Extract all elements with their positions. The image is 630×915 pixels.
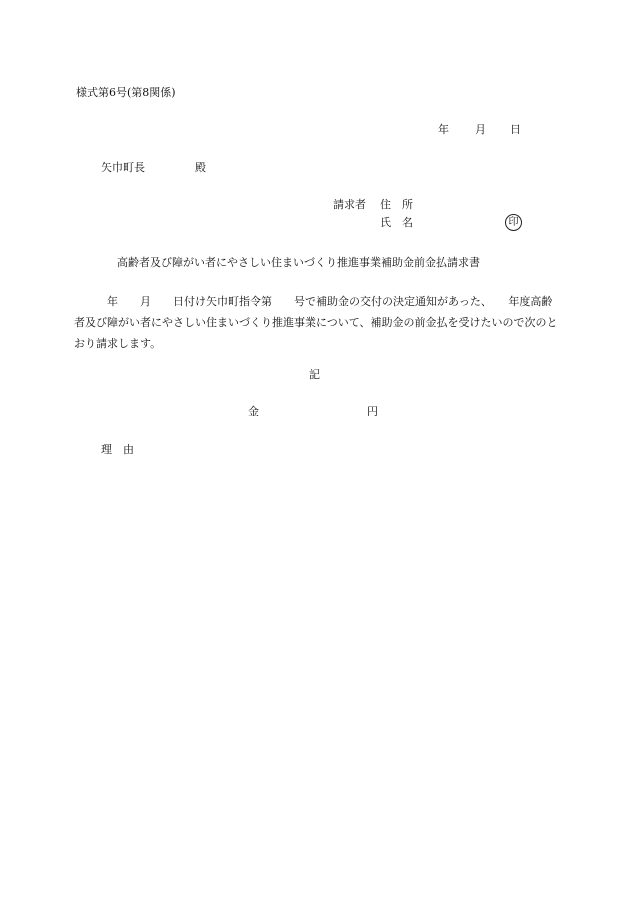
document-title: 高齢者及び障がい者にやさしい住まいづくり推進事業補助金前金払請求書 — [117, 256, 480, 269]
recipient-honorific: 殿 — [195, 161, 206, 174]
date-month: 月 — [475, 123, 486, 136]
ki-heading: 記 — [309, 368, 320, 381]
amount-suffix: 円 — [367, 405, 378, 418]
name-label: 氏 名 — [380, 216, 413, 229]
body-line-1: 年 月 日付け矢巾町指令第 号で補助金の交付の決定通知があった、 年度高齢 — [74, 295, 553, 308]
body-paragraph — [74, 291, 558, 354]
date-year: 年 — [438, 123, 449, 136]
amount-prefix: 金 — [248, 405, 259, 418]
date-day: 日 — [510, 123, 521, 136]
reason-label: 理 由 — [101, 443, 134, 456]
form-number: 様式第6号(第8関係) — [76, 86, 176, 99]
recipient-title: 矢巾町長 — [101, 161, 145, 174]
applicant-label: 請求者 — [333, 198, 366, 211]
seal-icon: 印 — [505, 214, 522, 231]
body-line-3: おり請求します。 — [74, 337, 162, 350]
address-label: 住 所 — [380, 198, 413, 211]
body-line-2: 者及び障がい者にやさしい住まいづくり推進事業について、補助金の前金払を受けたいので次のと — [74, 316, 558, 329]
